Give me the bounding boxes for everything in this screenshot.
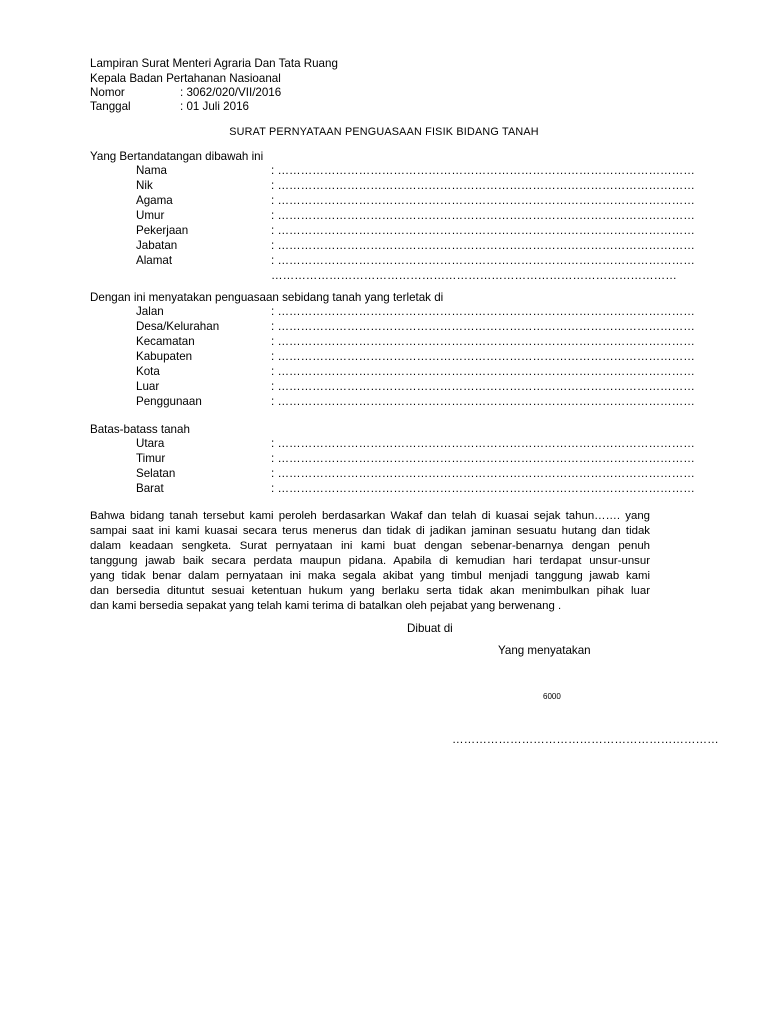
field-label: Kabupaten (136, 350, 193, 363)
form-field-row (136, 179, 695, 194)
field-dotted-blank: : ……………………………………………………………………………………………… (271, 365, 695, 378)
form-field-row (136, 224, 695, 239)
statement-line: dan kami bersedia sepakat yang telah kami terima di batalkan oleh pejabat yang berwenang . (90, 600, 562, 612)
signature-line: …………………………………………………………… (452, 733, 719, 746)
form-field-row (136, 437, 695, 452)
field-dotted-blank: : ……………………………………………………………………………………………… (271, 239, 695, 252)
form-field-row (136, 320, 695, 335)
header-nomor (90, 86, 281, 101)
field-dotted-blank: : ……………………………………………………………………………………………… (271, 395, 695, 408)
header-line1: Lampiran Surat Menteri Agraria Dan Tata Ruang (90, 57, 338, 70)
field-label: Umur (136, 209, 165, 222)
tanggal-label: Tanggal (90, 100, 131, 113)
borders-intro: Batas-batass tanah (90, 423, 190, 436)
tanggal-value: : 01 Juli 2016 (180, 100, 249, 113)
form-field-row (136, 452, 695, 467)
field-dotted-blank: : ……………………………………………………………………………………………… (271, 482, 695, 495)
field-label: Nama (136, 164, 167, 177)
form-field-row (136, 482, 695, 497)
field-dotted-blank: : ……………………………………………………………………………………………… (271, 437, 695, 450)
form-field-row (136, 365, 695, 380)
field-label: Kecamatan (136, 335, 195, 348)
field-label: Nik (136, 179, 153, 192)
field-dotted-blank: : ……………………………………………………………………………………………… (271, 380, 695, 393)
dibuat-di: Dibuat di (407, 622, 453, 635)
signer-intro: Yang Bertandatangan dibawah ini (90, 150, 264, 163)
form-field-row (136, 305, 695, 320)
field-label: Jalan (136, 305, 164, 318)
form-field-row (136, 395, 695, 410)
field-label: Jabatan (136, 239, 178, 252)
field-label: Agama (136, 194, 173, 207)
field-dotted-blank: : ……………………………………………………………………………………………… (271, 452, 695, 465)
field-label: Luar (136, 380, 160, 393)
field-dotted-blank: : ……………………………………………………………………………………………… (271, 209, 695, 222)
form-field-row (136, 194, 695, 209)
field-dotted-blank: …………………………………………………………………………………………… (271, 269, 677, 282)
form-field-row (136, 350, 695, 365)
field-label: Kota (136, 365, 160, 378)
field-label: Selatan (136, 467, 176, 480)
stamp-value: 6000 (543, 692, 561, 701)
field-label: Alamat (136, 254, 173, 267)
header-tanggal (90, 100, 249, 115)
header-line2: Kepala Badan Pertahanan Nasioanal (90, 72, 281, 85)
form-field-row (136, 269, 677, 284)
form-field-row (136, 335, 695, 350)
statement-line: sampai saat ini kami kuasai secara terus menerus dan tidak di jadikan jaminan sesuatu hutang dan tidak (90, 525, 650, 537)
field-label: Barat (136, 482, 164, 495)
field-dotted-blank: : ……………………………………………………………………………………………… (271, 320, 695, 333)
field-label: Pekerjaan (136, 224, 189, 237)
statement-paragraph (90, 509, 650, 614)
field-dotted-blank: : ……………………………………………………………………………………………… (271, 467, 695, 480)
form-field-row (136, 254, 695, 269)
field-dotted-blank: : ……………………………………………………………………………………………… (271, 179, 695, 192)
statement-line: dalam keadaan sengketa. Surat pernyataan ini kami buat dengan sebenar-benarnya dengan penuh (90, 540, 650, 552)
field-dotted-blank: : ……………………………………………………………………………………………… (271, 254, 695, 267)
field-dotted-blank: : ……………………………………………………………………………………………… (271, 224, 695, 237)
nomor-value: : 3062/020/VII/2016 (180, 86, 282, 99)
field-dotted-blank: : ……………………………………………………………………………………………… (271, 164, 695, 177)
field-dotted-blank: : ……………………………………………………………………………………………… (271, 194, 695, 207)
statement-line: tanggung jawab baik secara perdata maupun pidana. Apabila di kemudian hari terdapat unsur-unsur (90, 555, 650, 567)
statement-line: Bahwa bidang tanah tersebut kami peroleh berdasarkan Wakaf dan telah di kuasai sejak tahun……. yang (90, 510, 650, 522)
field-label: Penggunaan (136, 395, 202, 408)
field-label: Timur (136, 452, 166, 465)
field-dotted-blank: : ……………………………………………………………………………………………… (271, 305, 695, 318)
field-label: Utara (136, 437, 165, 450)
field-dotted-blank: : ……………………………………………………………………………………………… (271, 350, 695, 363)
statement-line: yang tidak benar dalam pernyataan ini maka segala akibat yang timbul menjadi tanggung jawab kami (90, 570, 650, 582)
field-dotted-blank: : ……………………………………………………………………………………………… (271, 335, 695, 348)
form-field-row (136, 239, 695, 254)
field-label: Desa/Kelurahan (136, 320, 220, 333)
document-title: SURAT PERNYATAAN PENGUASAAN FISIK BIDANG TANAH (229, 126, 539, 138)
form-field-row (136, 209, 695, 224)
statement-line: dan bersedia dituntut sesuai ketentuan hukum yang berlaku serta tidak akan menimbulkan pihak luar (90, 585, 650, 597)
form-field-row (136, 467, 695, 482)
form-field-row (136, 380, 695, 395)
yang-menyatakan: Yang menyatakan (498, 644, 591, 657)
form-field-row (136, 164, 695, 179)
nomor-label: Nomor (90, 86, 125, 99)
land-intro: Dengan ini menyatakan penguasaan sebidang tanah yang terletak di (90, 291, 444, 304)
